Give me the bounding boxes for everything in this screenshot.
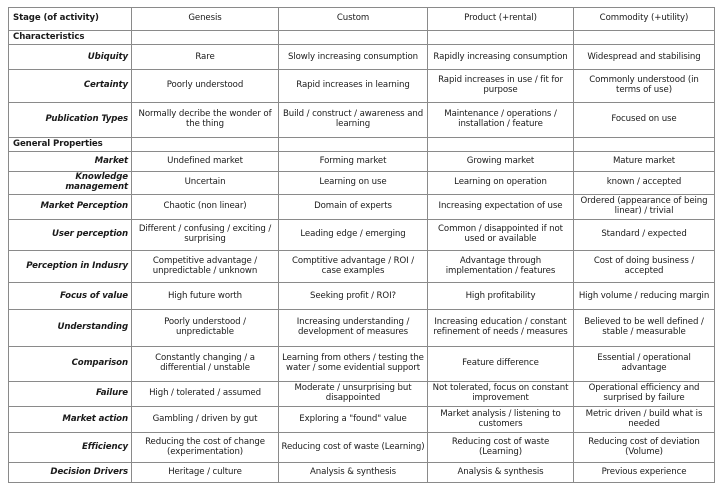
table-cell: Increasing education / constant refinement of needs / measures	[428, 310, 574, 346]
section-row	[9, 30, 715, 45]
table-cell: Reducing cost of waste (Learning)	[279, 433, 428, 463]
table-cell: Reducing the cost of change (experimentation)	[132, 433, 279, 463]
table-cell: Previous experience	[574, 463, 715, 483]
section-title: General Properties	[9, 137, 132, 152]
row-label: Perception in Indusry	[9, 251, 132, 283]
table-cell: Seeking profit / ROI?	[279, 283, 428, 310]
section-empty-cell	[279, 137, 428, 152]
table-row	[9, 195, 715, 220]
table-cell: Poorly understood	[132, 70, 279, 102]
header-stage-commodity: Commodity (+utility)	[574, 8, 715, 31]
table-cell: Slowly increasing consumption	[279, 45, 428, 70]
section-title: Characteristics	[9, 30, 132, 45]
table-row	[9, 70, 715, 102]
table-cell: Common / disappointed if not used or available	[428, 219, 574, 250]
table-cell: Reducing cost of waste (Learning)	[428, 433, 574, 463]
table-cell: Cost of doing business / accepted	[574, 251, 715, 283]
table-cell: Widespread and stabilising	[574, 45, 715, 70]
table-cell: Analysis & synthesis	[428, 463, 574, 483]
header-corner-label: Stage (of activity)	[9, 8, 132, 31]
table-row	[9, 102, 715, 137]
table-row	[9, 219, 715, 250]
table-cell: Leading edge / emerging	[279, 219, 428, 250]
table-cell: Focused on use	[574, 102, 715, 137]
table-row	[9, 152, 715, 172]
section-empty-cell	[428, 137, 574, 152]
row-label: User perception	[9, 219, 132, 250]
table-cell: Moderate / unsurprising but disappointed	[279, 382, 428, 407]
table-cell: Increasing expectation of use	[428, 195, 574, 220]
table-cell: Learning on operation	[428, 172, 574, 195]
header-stage-custom: Custom	[279, 8, 428, 31]
table-cell: Rare	[132, 45, 279, 70]
table-row	[9, 283, 715, 310]
row-label: Market	[9, 152, 132, 172]
table-cell: High future worth	[132, 283, 279, 310]
table-cell: Commonly understood (in terms of use)	[574, 70, 715, 102]
table-row	[9, 346, 715, 381]
section-empty-cell	[574, 137, 715, 152]
table-cell: Standard / expected	[574, 219, 715, 250]
table-cell: Metric driven / build what is needed	[574, 407, 715, 433]
table-cell: Essential / operational advantage	[574, 346, 715, 381]
row-label: Focus of value	[9, 283, 132, 310]
table-cell: Feature difference	[428, 346, 574, 381]
section-empty-cell	[428, 30, 574, 45]
row-label: Certainty	[9, 70, 132, 102]
table-cell: Rapidly increasing consumption	[428, 45, 574, 70]
header-stage-genesis: Genesis	[132, 8, 279, 31]
section-empty-cell	[132, 30, 279, 45]
header-row	[9, 8, 715, 31]
table-cell: Believed to be well defined / stable / measurable	[574, 310, 715, 346]
table-cell: Different / confusing / exciting / surprising	[132, 219, 279, 250]
table-cell: Growing market	[428, 152, 574, 172]
table-row	[9, 45, 715, 70]
table-cell: Analysis & synthesis	[279, 463, 428, 483]
section-empty-cell	[574, 30, 715, 45]
table-cell: Exploring a "found" value	[279, 407, 428, 433]
row-label: Publication Types	[9, 102, 132, 137]
table-cell: Poorly understood / unpredictable	[132, 310, 279, 346]
table-cell: Increasing understanding / development of measures	[279, 310, 428, 346]
table-cell: High volume / reducing margin	[574, 283, 715, 310]
table-cell: Undefined market	[132, 152, 279, 172]
table-cell: Domain of experts	[279, 195, 428, 220]
table-cell: Ordered (appearance of being linear) / trivial	[574, 195, 715, 220]
table-cell: Build / construct / awareness and learning	[279, 102, 428, 137]
table-cell: Rapid increases in learning	[279, 70, 428, 102]
table-row	[9, 433, 715, 463]
table-cell: Normally decribe the wonder of the thing	[132, 102, 279, 137]
table-cell: Learning on use	[279, 172, 428, 195]
table-cell: Comptitive advantage / ROI / case examples	[279, 251, 428, 283]
table-row	[9, 463, 715, 483]
row-label: Efficiency	[9, 433, 132, 463]
table-cell: Heritage / culture	[132, 463, 279, 483]
row-label: Comparison	[9, 346, 132, 381]
table-cell: Market analysis / listening to customers	[428, 407, 574, 433]
row-label: Ubiquity	[9, 45, 132, 70]
table-cell: Reducing cost of deviation (Volume)	[574, 433, 715, 463]
table-row	[9, 407, 715, 433]
table-cell: Mature market	[574, 152, 715, 172]
section-empty-cell	[279, 30, 428, 45]
table-cell: Forming market	[279, 152, 428, 172]
table-cell: High profitability	[428, 283, 574, 310]
row-label: Decision Drivers	[9, 463, 132, 483]
table-cell: Gambling / driven by gut	[132, 407, 279, 433]
table-cell: Competitive advantage / unpredictable / unknown	[132, 251, 279, 283]
table-body	[9, 8, 715, 483]
row-label: Market action	[9, 407, 132, 433]
row-label: Failure	[9, 382, 132, 407]
table-row	[9, 382, 715, 407]
table-cell: High / tolerated / assumed	[132, 382, 279, 407]
table-cell: Uncertain	[132, 172, 279, 195]
table-cell: Not tolerated, focus on constant improvement	[428, 382, 574, 407]
table-cell: Rapid increases in use / fit for purpose	[428, 70, 574, 102]
header-stage-product: Product (+rental)	[428, 8, 574, 31]
row-label: Market Perception	[9, 195, 132, 220]
table-row	[9, 310, 715, 346]
table-cell: Maintenance / operations / installation / feature	[428, 102, 574, 137]
row-label: Understanding	[9, 310, 132, 346]
row-label: Knowledge management	[9, 172, 132, 195]
table-cell: Constantly changing / a differential / unstable	[132, 346, 279, 381]
table-cell: known / accepted	[574, 172, 715, 195]
table-row	[9, 172, 715, 195]
section-row	[9, 137, 715, 152]
table-cell: Operational efficiency and surprised by failure	[574, 382, 715, 407]
table-cell: Chaotic (non linear)	[132, 195, 279, 220]
table-cell: Advantage through implementation / features	[428, 251, 574, 283]
table-row	[9, 251, 715, 283]
table-cell: Learning from others / testing the water / some evidential support	[279, 346, 428, 381]
section-empty-cell	[132, 137, 279, 152]
evolution-characteristics-table	[8, 7, 715, 483]
